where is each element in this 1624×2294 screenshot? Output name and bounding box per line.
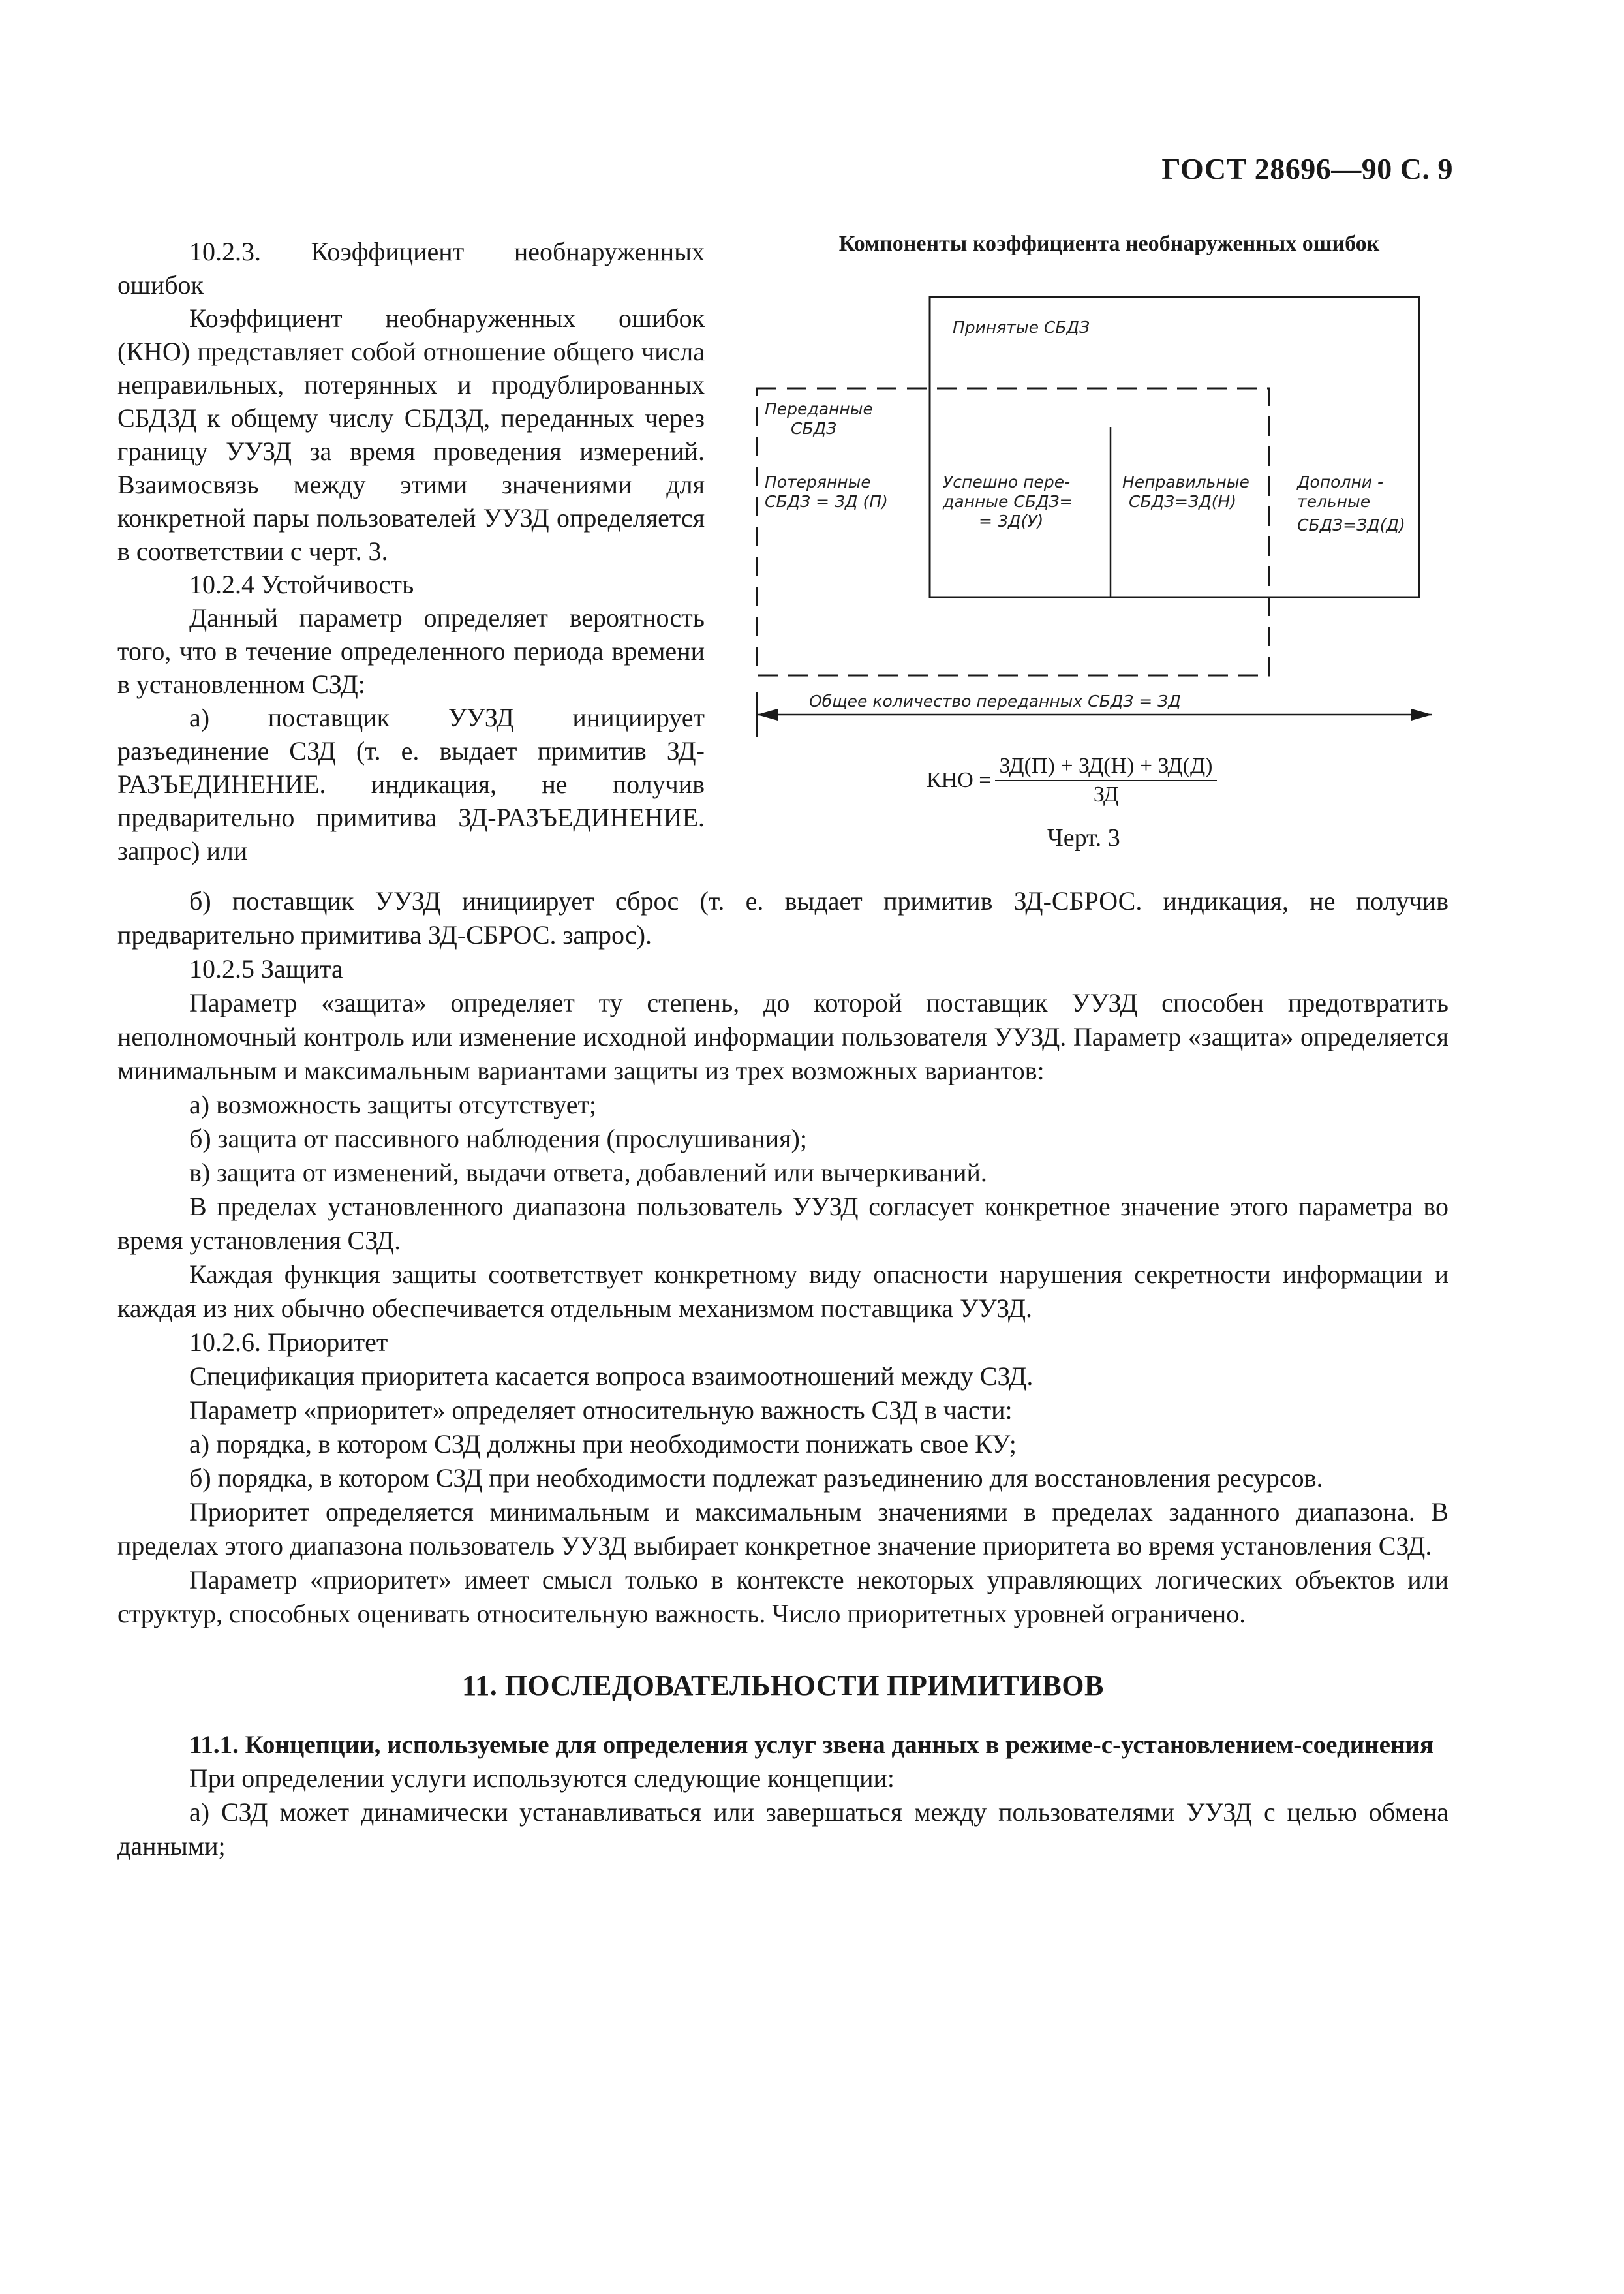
- paragraph-priority-2: Параметр «приоритет» определяет относительную важность СЗД в части:: [189, 1395, 1013, 1425]
- page-header: ГОСТ 28696—90 С. 9: [1161, 152, 1453, 185]
- received-box: [930, 297, 1419, 597]
- label-extra-2: тельные: [1297, 492, 1371, 511]
- formula-fraction: [995, 754, 1216, 807]
- paragraph-protection-c: в) защита от изменений, выдачи ответа, добавлений или вычеркиваний.: [189, 1158, 987, 1187]
- section-10-2-3-title: 10.2.3. Коэффициент необнаруженных ошибок: [117, 237, 705, 300]
- label-wrong-1: Неправильные: [1122, 473, 1249, 491]
- formula-denominator: ЗД: [1093, 783, 1119, 807]
- paragraph-protection-1: Параметр «защита» определяет ту степень, до которой поставщик УУЗД способен предотвратить неполномочный контроль или изменение исходной информации пользователя УУЗД. Параметр «защита» определяется минимальным и максимальным вариантами защиты из трех возможных вариантов:: [117, 988, 1448, 1085]
- label-received: Принятые СБДЗ: [953, 318, 1090, 337]
- section-11-heading: 11. ПОСЛЕДОВАТЕЛЬНОСТИ ПРИМИТИВОВ: [462, 1669, 1104, 1701]
- left-column: [117, 235, 705, 867]
- label-lost-2: СБДЗ = ЗД (П): [765, 492, 888, 511]
- paragraph-stability-b: б) поставщик УУЗД инициирует сброс (т. е. выдает примитив ЗД-СБРОС. индикация, не получив предварительно примитива ЗД-СБРОС. запрос).: [117, 886, 1448, 950]
- paragraph-protection-a: а) возможность защиты отсутствует;: [189, 1090, 597, 1119]
- section-11-1-heading: 11.1. Концепции, используемые для определения услуг звена данных в режиме-с-установлением-соединения: [189, 1731, 1434, 1759]
- formula-lhs: КНО =: [927, 768, 992, 792]
- paragraph-protection-2: В пределах установленного диапазона пользователь УУЗД согласует конкретное значение этого параметра во время установления СЗД.: [117, 1192, 1448, 1255]
- label-transmitted-1: Переданные: [765, 399, 873, 418]
- paragraph-priority-a: а) порядка, в котором СЗД должны при необходимости понижать свое КУ;: [189, 1429, 1017, 1459]
- formula-numerator: ЗД(П) + ЗД(Н) + ЗД(Д): [995, 754, 1216, 781]
- paragraph-kno-definition: Коэффициент необнаруженных ошибок (КНО) представляет собой отношение общего числа неправильных, потерянных и продублированных СБДЗД к общему числу СБДЗД, переданных через границу УУЗД за время проведения измерений. Взаимосвязь между этими значениями для конкретной пары пользователей УУЗД определяется в соответствии с черт. 3.: [117, 303, 705, 566]
- label-success-1: Успешно пере-: [943, 473, 1071, 491]
- diagram-svg: [737, 232, 1442, 754]
- label-lost-1: Потерянные: [765, 473, 871, 491]
- paragraph-stability: Данный параметр определяет вероятность того, что в течение определенного периода времени в установленном СЗД:: [117, 603, 705, 699]
- paragraph-protection-3: Каждая функция защиты соответствует конкретному виду опасности нарушения секретности информации и каждая из них обычно обеспечивается отдельным механизмом поставщика УУЗД.: [117, 1260, 1448, 1323]
- paragraph-stability-a: а) поставщик УУЗД инициирует разъединение СЗД (т. е. выдает примитив ЗД-РАЗЪЕДИНЕНИЕ. индикация, не получив предварительно примитива ЗД-РАЗЪЕДИНЕНИЕ. запрос) или: [117, 703, 705, 865]
- section-10-2-4-title: 10.2.4 Устойчивость: [189, 570, 414, 599]
- total-arrow-right-head: [1411, 709, 1432, 721]
- label-extra-3: СБДЗ=ЗД(Д): [1297, 516, 1405, 535]
- section-10-2-5-title: 10.2.5 Защита: [189, 954, 343, 984]
- label-wrong-2: СБДЗ=ЗД(Н): [1129, 492, 1236, 511]
- total-arrow-left-head: [757, 709, 778, 721]
- paragraph-priority-1: Спецификация приоритета касается вопроса взаимоотношений между СЗД.: [189, 1361, 1034, 1391]
- label-extra-1: Дополни -: [1297, 473, 1384, 491]
- diagram-title: Компоненты коэффициента необнаруженных ошибок: [838, 232, 1380, 256]
- main-text: [117, 884, 1448, 1863]
- label-transmitted-2: СБДЗ: [791, 419, 837, 438]
- label-total: Общее количество переданных СБДЗ = ЗД: [809, 692, 1181, 711]
- label-success-2: данные СБДЗ=: [943, 492, 1073, 511]
- label-success-3: = ЗД(У): [979, 512, 1044, 531]
- paragraph-priority-b: б) порядка, в котором СЗД при необходимости подлежат разъединению для восстановления ресурсов.: [189, 1463, 1323, 1493]
- kno-formula: [927, 754, 1217, 807]
- paragraph-protection-b: б) защита от пассивного наблюдения (прослушивания);: [189, 1124, 807, 1153]
- section-10-2-6-title: 10.2.6. Приоритет: [189, 1327, 388, 1357]
- figure-caption: Черт. 3: [1047, 824, 1120, 852]
- paragraph-11-1-intro: При определении услуги используются следующие концепции:: [189, 1763, 895, 1793]
- paragraph-priority-4: Параметр «приоритет» имеет смысл только в контексте некоторых управляющих логических объектов или структур, способных оценивать относительную важность. Число приоритетных уровней ограничено.: [117, 1565, 1448, 1628]
- paragraph-11-1-a: а) СЗД может динамически устанавливаться или завершаться между пользователями УУЗД с целью обмена данными;: [117, 1797, 1448, 1861]
- paragraph-priority-3: Приоритет определяется минимальным и максимальным значениями в пределах заданного диапазона. В пределах этого диапазона пользователь УУЗД выбирает конкретное значение приоритета во время установления СЗД.: [117, 1497, 1448, 1560]
